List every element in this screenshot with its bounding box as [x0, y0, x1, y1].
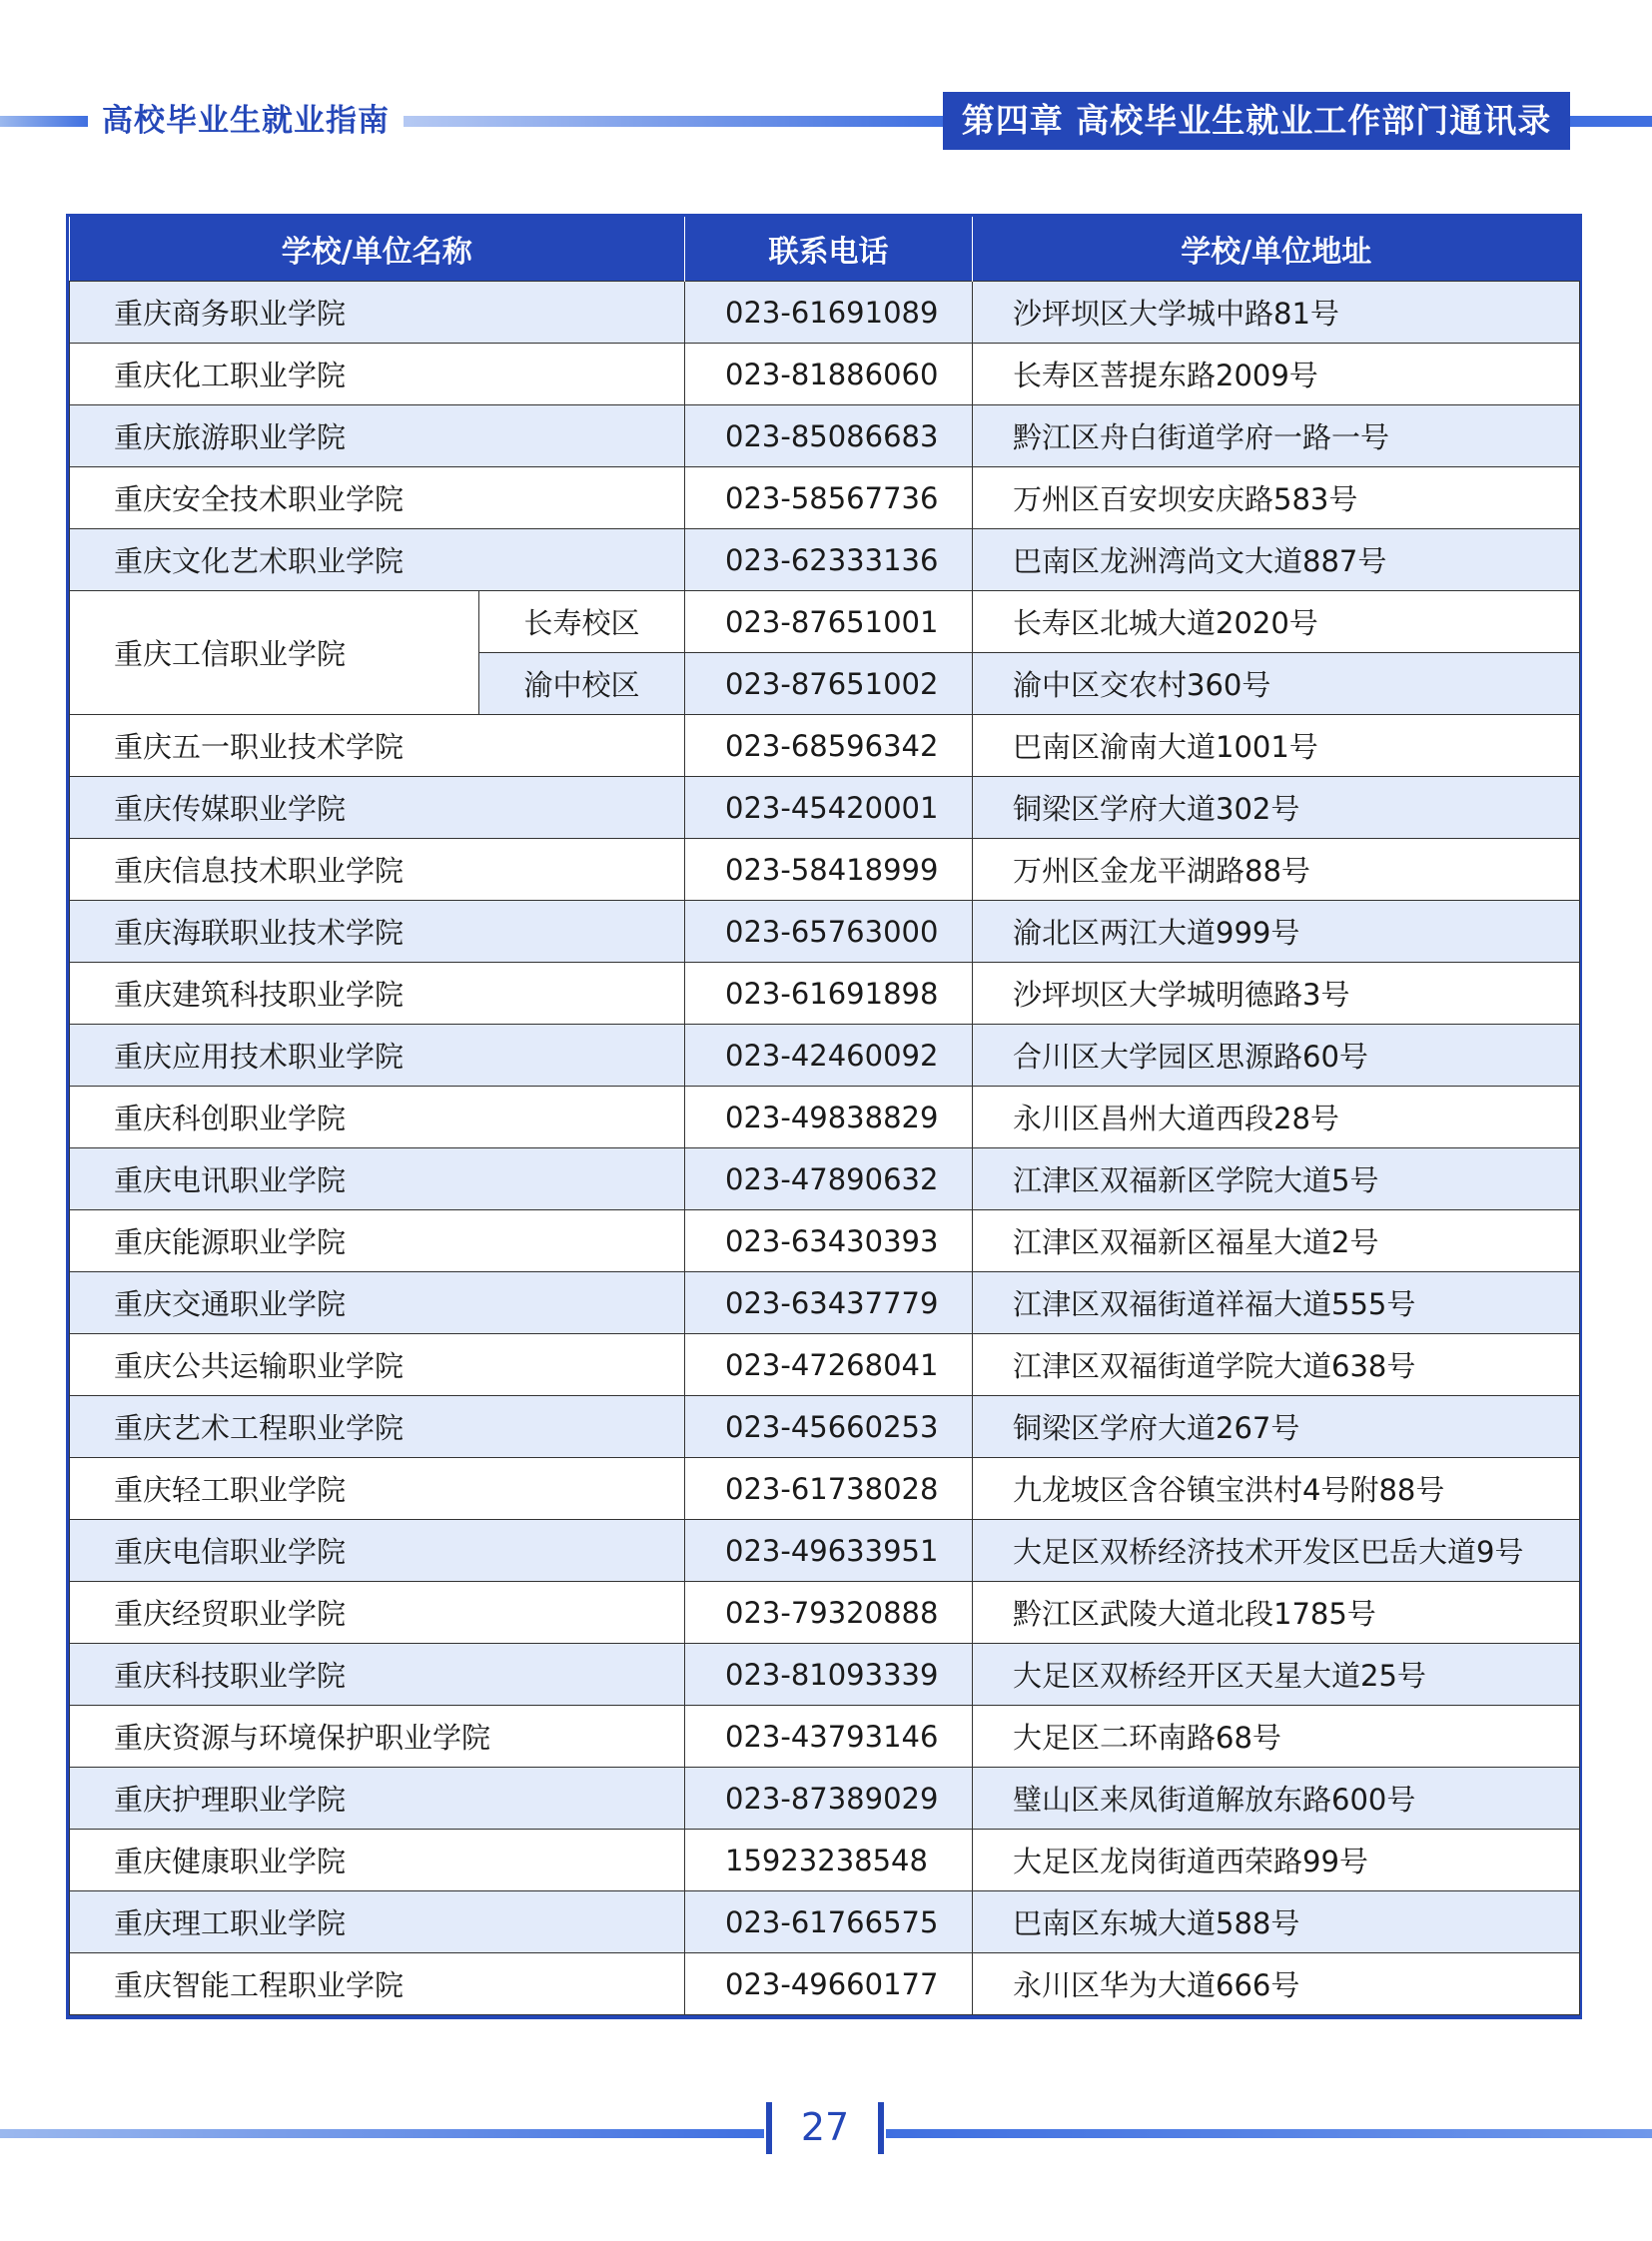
phone-number: 023-81093339 [685, 1644, 973, 1706]
table-row [70, 963, 1580, 1025]
school-name: 重庆化工职业学院 [70, 344, 685, 405]
table-row [70, 1148, 1580, 1210]
table-row [70, 1830, 1580, 1891]
school-name: 重庆传媒职业学院 [70, 777, 685, 839]
phone-number: 023-65763000 [685, 901, 973, 963]
school-address: 铜梁区学府大道302号 [973, 777, 1580, 839]
school-address: 渝北区两江大道999号 [973, 901, 1580, 963]
phone-number: 023-87389029 [685, 1768, 973, 1830]
table-body [70, 282, 1580, 2015]
school-name: 重庆电讯职业学院 [70, 1148, 685, 1210]
header-decor-line-left [0, 116, 88, 127]
school-name: 重庆科创职业学院 [70, 1087, 685, 1148]
phone-number: 023-49633951 [685, 1520, 973, 1582]
school-address: 大足区双桥经开区天星大道25号 [973, 1644, 1580, 1706]
school-address: 江津区双福街道学院大道638号 [973, 1334, 1580, 1396]
phone-number: 023-63437779 [685, 1272, 973, 1334]
school-name: 重庆能源职业学院 [70, 1210, 685, 1272]
school-name: 重庆智能工程职业学院 [70, 1953, 685, 2015]
header-book-title: 高校毕业生就业指南 [102, 103, 390, 139]
school-address: 巴南区龙洲湾尚文大道887号 [973, 529, 1580, 591]
phone-number: 023-61691898 [685, 963, 973, 1025]
school-address: 万州区金龙平湖路88号 [973, 839, 1580, 901]
school-name: 重庆五一职业技术学院 [70, 715, 685, 777]
school-name: 重庆商务职业学院 [70, 282, 685, 344]
school-address: 铜梁区学府大道267号 [973, 1396, 1580, 1458]
school-name: 重庆艺术工程职业学院 [70, 1396, 685, 1458]
phone-number: 023-58418999 [685, 839, 973, 901]
table-row [70, 777, 1580, 839]
phone-number: 023-47890632 [685, 1148, 973, 1210]
campus-name: 渝中校区 [479, 653, 685, 715]
school-address: 长寿区菩提东路2009号 [973, 344, 1580, 405]
phone-number: 023-47268041 [685, 1334, 973, 1396]
school-name: 重庆轻工职业学院 [70, 1458, 685, 1520]
page-number: 27 [800, 2105, 850, 2149]
table-row [70, 1891, 1580, 1953]
phone-number: 023-45420001 [685, 777, 973, 839]
phone-number: 15923238548 [685, 1830, 973, 1891]
school-address: 合川区大学园区思源路60号 [973, 1025, 1580, 1087]
footer-decor-line-right [886, 2129, 1652, 2138]
phone-number: 023-61738028 [685, 1458, 973, 1520]
school-address: 江津区双福街道祥福大道555号 [973, 1272, 1580, 1334]
column-header-name: 学校/单位名称 [70, 217, 685, 282]
header-decor-line-mid [404, 116, 943, 127]
phone-number: 023-79320888 [685, 1582, 973, 1644]
school-address: 万州区百安坝安庆路583号 [973, 467, 1580, 529]
table-header-row [70, 217, 1580, 282]
school-name: 重庆信息技术职业学院 [70, 839, 685, 901]
school-name: 重庆文化艺术职业学院 [70, 529, 685, 591]
school-name: 重庆交通职业学院 [70, 1272, 685, 1334]
table-row [70, 1706, 1580, 1768]
phone-number: 023-87651001 [685, 591, 973, 653]
school-name: 重庆应用技术职业学院 [70, 1025, 685, 1087]
school-name: 重庆科技职业学院 [70, 1644, 685, 1706]
phone-number: 023-49660177 [685, 1953, 973, 2015]
school-address: 永川区昌州大道西段28号 [973, 1087, 1580, 1148]
footer-decor-line-left [0, 2129, 764, 2138]
table-row [70, 1582, 1580, 1644]
school-address: 巴南区东城大道588号 [973, 1891, 1580, 1953]
phone-number: 023-42460092 [685, 1025, 973, 1087]
table-row-split-campus-1 [70, 591, 1580, 653]
column-header-address: 学校/单位地址 [973, 217, 1580, 282]
school-address: 大足区龙岗街道西荣路99号 [973, 1830, 1580, 1891]
school-address: 江津区双福新区福星大道2号 [973, 1210, 1580, 1272]
footer-page-bracket-right [878, 2102, 884, 2154]
school-name: 重庆旅游职业学院 [70, 405, 685, 467]
school-name: 重庆海联职业技术学院 [70, 901, 685, 963]
header-decor-line-right [1570, 116, 1652, 127]
phone-number: 023-87651002 [685, 653, 973, 715]
school-address: 黔江区武陵大道北段1785号 [973, 1582, 1580, 1644]
school-address: 巴南区渝南大道1001号 [973, 715, 1580, 777]
school-name: 重庆理工职业学院 [70, 1891, 685, 1953]
column-header-phone: 联系电话 [685, 217, 973, 282]
school-name: 重庆健康职业学院 [70, 1830, 685, 1891]
table-row [70, 529, 1580, 591]
school-name: 重庆电信职业学院 [70, 1520, 685, 1582]
table-row [70, 467, 1580, 529]
school-name: 重庆资源与环境保护职业学院 [70, 1706, 685, 1768]
table-row [70, 1396, 1580, 1458]
school-address: 沙坪坝区大学城中路81号 [973, 282, 1580, 344]
phone-number: 023-43793146 [685, 1706, 973, 1768]
phone-number: 023-49838829 [685, 1087, 973, 1148]
table-row [70, 1644, 1580, 1706]
table-row [70, 839, 1580, 901]
phone-number: 023-62333136 [685, 529, 973, 591]
phone-number: 023-63430393 [685, 1210, 973, 1272]
school-name: 重庆经贸职业学院 [70, 1582, 685, 1644]
school-name: 重庆工信职业学院 [70, 591, 479, 715]
table-row [70, 1087, 1580, 1148]
table-row [70, 715, 1580, 777]
phone-number: 023-81886060 [685, 344, 973, 405]
table-row [70, 282, 1580, 344]
school-name: 重庆公共运输职业学院 [70, 1334, 685, 1396]
table-row [70, 1272, 1580, 1334]
school-address: 江津区双福新区学院大道5号 [973, 1148, 1580, 1210]
school-address: 沙坪坝区大学城明德路3号 [973, 963, 1580, 1025]
table-row [70, 1768, 1580, 1830]
table-row [70, 1953, 1580, 2015]
phone-number: 023-45660253 [685, 1396, 973, 1458]
table-row [70, 1334, 1580, 1396]
directory-table [69, 217, 1580, 2015]
school-address: 大足区二环南路68号 [973, 1706, 1580, 1768]
campus-name: 长寿校区 [479, 591, 685, 653]
table-row [70, 1210, 1580, 1272]
school-address: 九龙坡区含谷镇宝洪村4号附88号 [973, 1458, 1580, 1520]
directory-table-container [66, 214, 1582, 2019]
table-row [70, 1025, 1580, 1087]
table-row [70, 405, 1580, 467]
table-row [70, 1458, 1580, 1520]
phone-number: 023-61766575 [685, 1891, 973, 1953]
school-address: 大足区双桥经济技术开发区巴岳大道9号 [973, 1520, 1580, 1582]
table-row [70, 901, 1580, 963]
school-address: 渝中区交农村360号 [973, 653, 1580, 715]
header-chapter-title: 第四章 高校毕业生就业工作部门通讯录 [943, 92, 1570, 150]
school-address: 长寿区北城大道2020号 [973, 591, 1580, 653]
school-address: 璧山区来凤街道解放东路600号 [973, 1768, 1580, 1830]
phone-number: 023-68596342 [685, 715, 973, 777]
school-name: 重庆护理职业学院 [70, 1768, 685, 1830]
phone-number: 023-58567736 [685, 467, 973, 529]
phone-number: 023-85086683 [685, 405, 973, 467]
table-row [70, 1520, 1580, 1582]
school-name: 重庆安全技术职业学院 [70, 467, 685, 529]
school-name: 重庆建筑科技职业学院 [70, 963, 685, 1025]
school-address: 黔江区舟白街道学府一路一号 [973, 405, 1580, 467]
table-row [70, 344, 1580, 405]
school-address: 永川区华为大道666号 [973, 1953, 1580, 2015]
phone-number: 023-61691089 [685, 282, 973, 344]
